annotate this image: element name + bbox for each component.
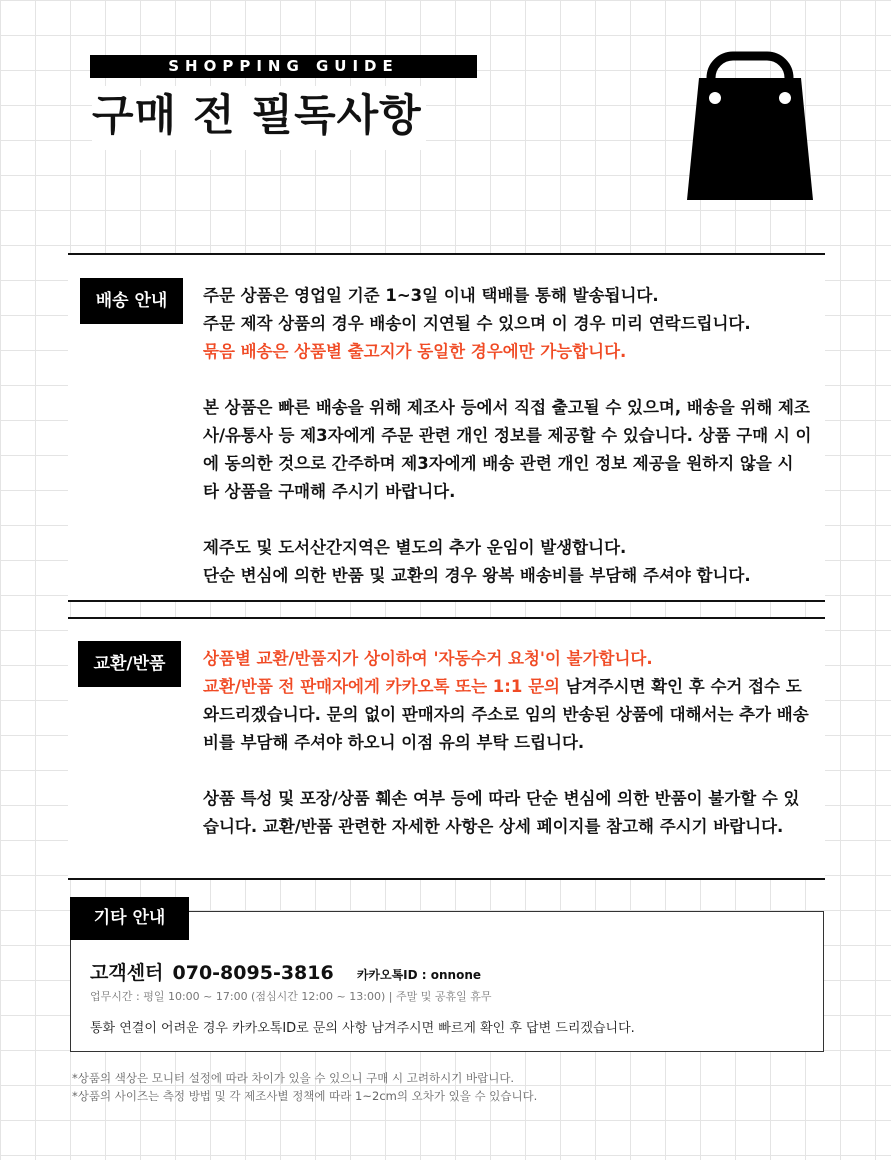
divider [68,878,825,880]
kakao-id: 카카오톡ID : onnone [356,968,482,982]
exchange-contact-required: 교환/반품 전 판매자에게 카카오톡 또는 1:1 문의 [203,677,560,696]
shopping-guide-label: SHOPPING GUIDE [90,55,477,78]
shipping-text [203,282,813,590]
shipping-extra-line-1: 제주도 및 도서산간지역은 별도의 추가 운임이 발생합니다. [203,538,627,557]
contact-note: 통화 연결이 어려운 경우 카카오톡ID로 문의 사항 남겨주시면 빠르게 확인 후 답변 드리겠습니다. [90,1021,635,1036]
cs-label: 고객센터 [90,962,164,984]
shipping-tag: 배송 안내 [80,278,183,324]
shipping-bundle-notice: 묶음 배송은 상품별 출고지가 동일한 경우에만 가능합니다. [203,342,627,361]
shipping-line-1: 주문 상품은 영업일 기준 1~3일 이내 택배를 통해 발송됩니다. [203,286,659,305]
footnote-color: *상품의 색상은 모니터 설정에 따라 차이가 있을 수 있으니 구매 시 고려하시기 바랍니다. [72,1071,515,1085]
customer-center [90,958,481,985]
footnote-size: *상품의 사이즈는 측정 방법 및 각 제조사별 정책에 따라 1~2cm의 오차가 있을 수 있습니다. [72,1089,538,1103]
exchange-detail: 남겨주시면 확인 후 수거 접수 도와드리겠습니다. 문의 없이 판매자의 주소로 임의 반송된 상품에 대해서는 추가 배송비를 부담해 주셔야 하오니 이점 유의 부탁 드립니다. [203,677,809,752]
exchange-return-limit: 상품 특성 및 포장/상품 훼손 여부 등에 따라 단순 변심에 의한 반품이 불가할 수 있습니다. 교환/반품 관련한 자세한 사항은 상세 페이지를 참고해 주시기 바랍니다. [203,789,800,836]
cs-phone: 070-8095-3816 [172,962,334,984]
etc-tag: 기타 안내 [70,897,189,940]
exchange-text [203,645,813,841]
page-title: 구매 전 필독사항 [92,86,426,150]
shipping-extra-line-2: 단순 변심에 의한 반품 및 교환의 경우 왕복 배송비를 부담해 주셔야 합니다. [203,566,751,585]
shipping-line-2: 주문 제작 상품의 경우 배송이 지연될 수 있으며 이 경우 미리 연락드립니다. [203,314,751,333]
exchange-tag: 교환/반품 [78,641,181,687]
divider [68,600,825,602]
shopping-bag-icon [685,42,815,202]
shipping-privacy-notice: 본 상품은 빠른 배송을 위해 제조사 등에서 직접 출고될 수 있으며, 배송을 위해 제조사/유통사 등 제3자에게 주문 관련 개인 정보를 제공할 수 있습니다. 상품 구매 시 이에 동의한 것으로 간주하며 제3자에게 배송 관련 개인 정보 제공을 원하지 않을 시 타 상품을 구매해 주시기 바랍니다. [203,398,812,501]
business-hours: 업무시간 : 평일 10:00 ~ 17:00 (점심시간 12:00 ~ 13:00) | 주말 및 공휴일 휴무 [90,990,492,1003]
exchange-no-auto-pickup: 상품별 교환/반품지가 상이하여 '자동수거 요청'이 불가합니다. [203,649,653,668]
